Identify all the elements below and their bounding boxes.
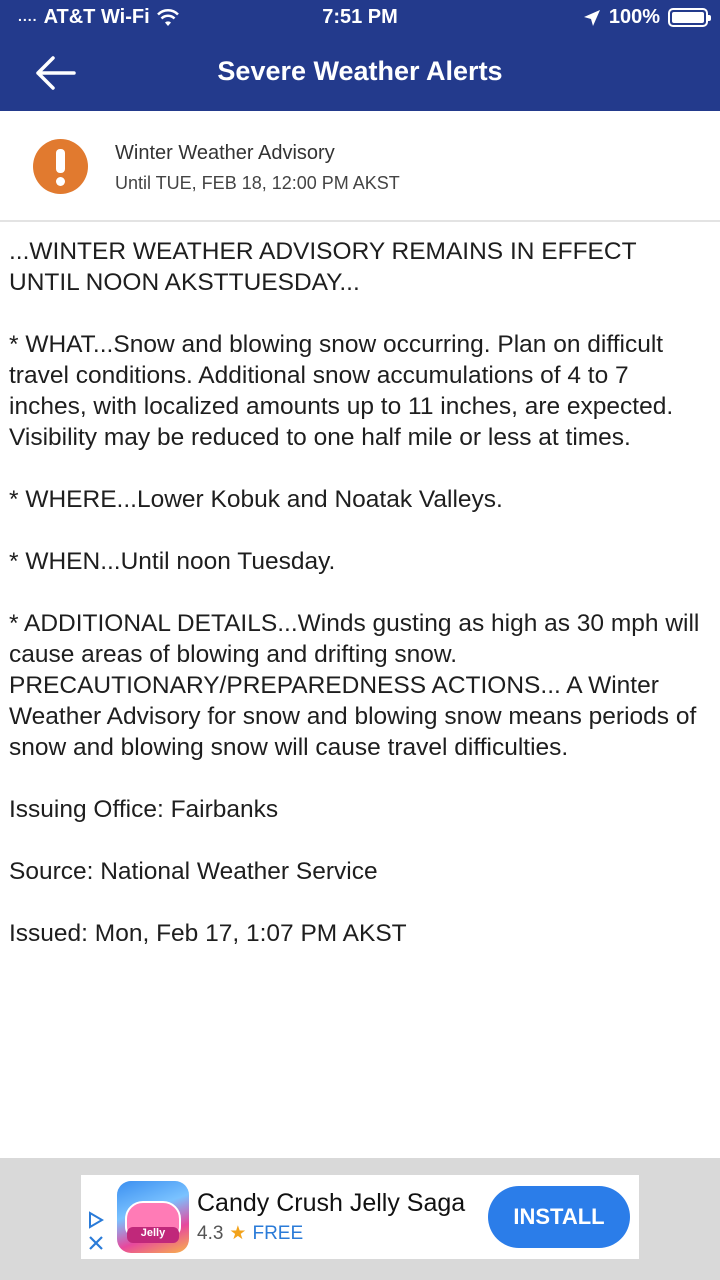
signal-strength-dots: .... — [18, 7, 38, 24]
alert-additional-details: * ADDITIONAL DETAILS...Winds gusting as high as 30 mph will cause areas of blowing and drifting snow. PRECAUTIONARY/PREPAREDNESS ACTIONS... A Winter Weather Advisory for snow and blowing snow means periods of snow and blowing snow will cause travel difficulties. — [9, 610, 700, 761]
alert-issuing-office: Issuing Office: Fairbanks — [9, 796, 279, 823]
ad-banner-area — [0, 1158, 720, 1280]
install-button[interactable]: INSTALL — [488, 1186, 630, 1248]
battery-icon — [668, 8, 708, 27]
adchoices-group — [87, 1211, 107, 1257]
status-time: 7:51 PM — [322, 6, 398, 28]
alert-issued: Issued: Mon, Feb 17, 1:07 PM AKST — [9, 920, 407, 947]
status-bar — [0, 0, 720, 36]
star-icon: ★ — [229, 1223, 247, 1244]
alert-details — [9, 236, 709, 980]
battery-percent: 100% — [608, 6, 660, 28]
close-icon[interactable] — [87, 1234, 105, 1252]
alert-expiry: Until TUE, FEB 18, 12:00 PM AKST — [115, 173, 400, 193]
exclamation-icon — [33, 139, 88, 194]
app-icon-brand: Jelly — [127, 1227, 179, 1243]
ad-app-name[interactable]: Candy Crush Jelly Saga — [197, 1189, 466, 1217]
battery-fill — [672, 12, 704, 23]
app-header — [0, 0, 720, 111]
alert-headline: ...WINTER WEATHER ADVISORY REMAINS IN EFFECT UNTIL NOON AKSTTUESDAY... — [9, 238, 637, 296]
carrier-label: AT&T Wi-Fi — [43, 6, 150, 28]
alert-name: Winter Weather Advisory — [115, 142, 335, 164]
location-arrow-icon — [583, 9, 601, 27]
adchoices-icon[interactable] — [87, 1211, 105, 1229]
alert-source: Source: National Weather Service — [9, 858, 378, 885]
ad-banner[interactable] — [81, 1175, 639, 1259]
alert-summary-row — [0, 111, 720, 222]
ad-price: FREE — [252, 1222, 304, 1244]
page-title: Severe Weather Alerts — [217, 56, 503, 86]
app-icon[interactable] — [117, 1181, 189, 1253]
status-right-group — [583, 6, 708, 29]
ad-app-meta — [197, 1222, 303, 1245]
alert-when: * WHEN...Until noon Tuesday. — [9, 548, 336, 575]
ad-rating: 4.3 — [197, 1222, 224, 1244]
alert-what: * WHAT...Snow and blowing snow occurring. Plan on difficult travel conditions. Additional snow accumulations of 4 to 7 inches, with localized amounts up to 11 inches, are expected. Visibility may be reduced to one half mile or less at times. — [9, 331, 674, 451]
alert-where: * WHERE...Lower Kobuk and Noatak Valleys. — [9, 486, 503, 513]
